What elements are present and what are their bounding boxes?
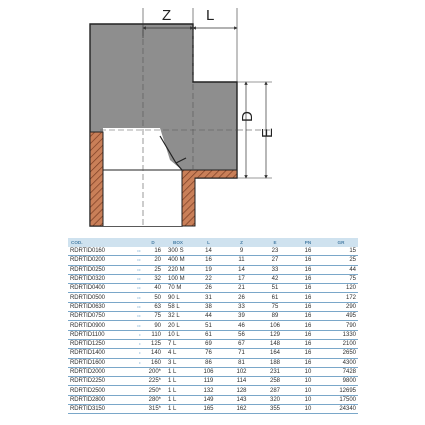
cell-gr: 9800 [324,377,358,386]
cell-d: 315* [142,405,164,414]
cell-gr: 75 [324,274,358,283]
cell-d: 50 [142,293,164,302]
cell-pn: 16 [292,358,324,367]
header-pn: PN [292,238,324,247]
cell-e: 23 [258,247,292,256]
cell-l: 69 [192,339,225,348]
cell-gr: 7428 [324,367,358,376]
cell-z: 11 [225,256,258,265]
cell-pn: 16 [292,312,324,321]
cell-gr: 172 [324,293,358,302]
dimension-z-label: Z [162,7,172,24]
cell-z: 114 [225,377,258,386]
cell-code: RDRTID0500 [68,293,126,302]
cell-e: 42 [258,274,292,283]
cell-pn: 16 [292,339,324,348]
table-row [68,312,358,321]
cell-d: 250* [142,386,164,395]
cell-code: RDRTID0160 [68,247,126,256]
table-row [68,349,358,358]
cell-box: 90 L [164,293,192,302]
cell-z: 21 [225,284,258,293]
cell-d: 40 [142,284,164,293]
cell-code: RDRTID1250 [68,339,126,348]
cell-z: 9 [225,247,258,256]
cell-mark: •• [126,265,142,274]
table-row [68,330,358,339]
cell-l: 76 [192,349,225,358]
cell-l: 86 [192,358,225,367]
cell-box: 1 L [164,367,192,376]
dimension-e-label: E [259,127,276,138]
cell-e: 148 [258,339,292,348]
cell-z: 81 [225,358,258,367]
cell-mark: •• [126,284,142,293]
table-row [68,339,358,348]
cell-z: 17 [225,274,258,283]
cell-mark [126,395,142,404]
cell-e: 287 [258,386,292,395]
table-body [68,247,358,414]
cell-e: 89 [258,312,292,321]
cell-z: 33 [225,302,258,311]
cell-mark: •• [126,256,142,265]
cell-box: 220 M [164,265,192,274]
cell-e: 164 [258,349,292,358]
cell-gr: 12695 [324,386,358,395]
hatched-section-left [90,132,103,226]
table-row [68,284,358,293]
cell-l: 26 [192,284,225,293]
header-box: BOX [164,238,192,247]
cell-d: 200* [142,367,164,376]
cell-z: 128 [225,386,258,395]
cell-pn: 16 [292,274,324,283]
cell-code: RDRTID2250 [68,377,126,386]
cell-d: 75 [142,312,164,321]
cell-box: 32 L [164,312,192,321]
cell-d: 20 [142,256,164,265]
cell-d: 140 [142,349,164,358]
cell-mark: • [126,339,142,348]
cell-mark [126,386,142,395]
product-spec-table [68,238,358,414]
cell-pn: 10 [292,377,324,386]
cell-mark [126,367,142,376]
cell-gr: 1330 [324,330,358,339]
cell-code: RDRTID0750 [68,312,126,321]
cell-gr: 2650 [324,349,358,358]
cell-pn: 16 [292,247,324,256]
cell-e: 61 [258,293,292,302]
cell-d: 225* [142,377,164,386]
cell-mark: •• [126,247,142,256]
cell-gr: 44 [324,265,358,274]
cell-l: 119 [192,377,225,386]
cell-pn: 10 [292,367,324,376]
cell-pn: 16 [292,256,324,265]
cell-e: 33 [258,265,292,274]
cell-e: 106 [258,321,292,330]
cell-box: 3 L [164,358,192,367]
cell-box: 1 L [164,386,192,395]
cell-pn: 16 [292,330,324,339]
cell-l: 165 [192,405,225,414]
cell-gr: 2100 [324,339,358,348]
cell-l: 61 [192,330,225,339]
cell-e: 231 [258,367,292,376]
cell-gr: 17500 [324,395,358,404]
cell-mark: •• [126,293,142,302]
cell-z: 162 [225,405,258,414]
table-header-row [68,238,358,247]
cell-l: 16 [192,256,225,265]
cell-d: 25 [142,265,164,274]
header-d: D [142,238,164,247]
table-row [68,358,358,367]
cell-pn: 10 [292,386,324,395]
table-row [68,321,358,330]
cell-mark [126,377,142,386]
cell-l: 19 [192,265,225,274]
cell-e: 258 [258,377,292,386]
cell-gr: 4300 [324,358,358,367]
cell-box: 100 M [164,274,192,283]
header-e: E [258,238,292,247]
cell-mark: • [126,330,142,339]
cell-e: 188 [258,358,292,367]
cell-gr: 495 [324,312,358,321]
table-row [68,256,358,265]
cell-e: 75 [258,302,292,311]
cell-pn: 16 [292,293,324,302]
cell-d: 280* [142,395,164,404]
cell-z: 26 [225,293,258,302]
cell-box: 1 L [164,405,192,414]
cell-mark: •• [126,274,142,283]
cell-gr: 15 [324,247,358,256]
table-row [68,405,358,414]
dimension-d-label: D [239,111,256,122]
cell-code: RDRTID1100 [68,330,126,339]
cell-l: 14 [192,247,225,256]
cell-code: RDRTID0200 [68,256,126,265]
cell-code: RDRTID1400 [68,349,126,358]
cell-mark: • [126,358,142,367]
cell-box: 300 S [164,247,192,256]
cell-box: 7 L [164,339,192,348]
cell-gr: 120 [324,284,358,293]
table-row [68,395,358,404]
cell-mark: • [126,349,142,358]
cell-gr: 24340 [324,405,358,414]
table-row [68,386,358,395]
cell-mark [126,405,142,414]
table-row [68,274,358,283]
cell-l: 38 [192,302,225,311]
cell-gr: 790 [324,321,358,330]
cell-gr: 25 [324,256,358,265]
cell-pn: 10 [292,405,324,414]
table-row [68,367,358,376]
cell-l: 51 [192,321,225,330]
hatched-section-corner [182,170,237,226]
cell-z: 14 [225,265,258,274]
table-row [68,293,358,302]
cell-l: 132 [192,386,225,395]
cell-d: 125 [142,339,164,348]
cell-mark: •• [126,321,142,330]
dimension-l-label: L [206,7,215,24]
cell-z: 102 [225,367,258,376]
cell-code: RDRTID0900 [68,321,126,330]
cell-z: 143 [225,395,258,404]
cell-pn: 16 [292,302,324,311]
cell-gr: 290 [324,302,358,311]
cell-d: 110 [142,330,164,339]
table-row [68,377,358,386]
cell-z: 46 [225,321,258,330]
cell-z: 71 [225,349,258,358]
cell-box: 4 L [164,349,192,358]
cell-d: 90 [142,321,164,330]
cell-box: 10 L [164,330,192,339]
header-code: COD. [68,238,126,247]
cell-pn: 16 [292,321,324,330]
header-gr: GR [324,238,358,247]
cell-d: 16 [142,247,164,256]
cell-box: 1 L [164,377,192,386]
table-row [68,265,358,274]
cell-mark: •• [126,302,142,311]
table-row [68,247,358,256]
cell-pn: 16 [292,265,324,274]
header-mark [126,238,142,247]
cell-pn: 16 [292,284,324,293]
cell-pn: 16 [292,349,324,358]
cell-mark: •• [126,312,142,321]
cell-code: RDRTID1600 [68,358,126,367]
cell-l: 106 [192,367,225,376]
cell-code: RDRTID3150 [68,405,126,414]
cell-code: RDRTID2000 [68,367,126,376]
cell-e: 320 [258,395,292,404]
cell-l: 22 [192,274,225,283]
cell-d: 63 [142,302,164,311]
cell-code: RDRTID0630 [68,302,126,311]
cell-code: RDRTID2800 [68,395,126,404]
cell-code: RDRTID0320 [68,274,126,283]
cell-code: RDRTID2500 [68,386,126,395]
cell-box: 58 L [164,302,192,311]
cell-code: RDRTID0250 [68,265,126,274]
cell-e: 355 [258,405,292,414]
cell-l: 31 [192,293,225,302]
cell-d: 32 [142,274,164,283]
cell-e: 27 [258,256,292,265]
table-row [68,302,358,311]
cell-d: 160 [142,358,164,367]
cell-z: 67 [225,339,258,348]
cell-box: 20 L [164,321,192,330]
cell-e: 51 [258,284,292,293]
cell-e: 129 [258,330,292,339]
cell-box: 1 L [164,395,192,404]
cell-l: 149 [192,395,225,404]
cell-z: 39 [225,312,258,321]
header-z: Z [225,238,258,247]
cell-l: 44 [192,312,225,321]
cell-box: 400 M [164,256,192,265]
cell-box: 70 M [164,284,192,293]
cell-code: RDRTID0400 [68,284,126,293]
cell-z: 56 [225,330,258,339]
cell-pn: 10 [292,395,324,404]
header-l: L [192,238,225,247]
